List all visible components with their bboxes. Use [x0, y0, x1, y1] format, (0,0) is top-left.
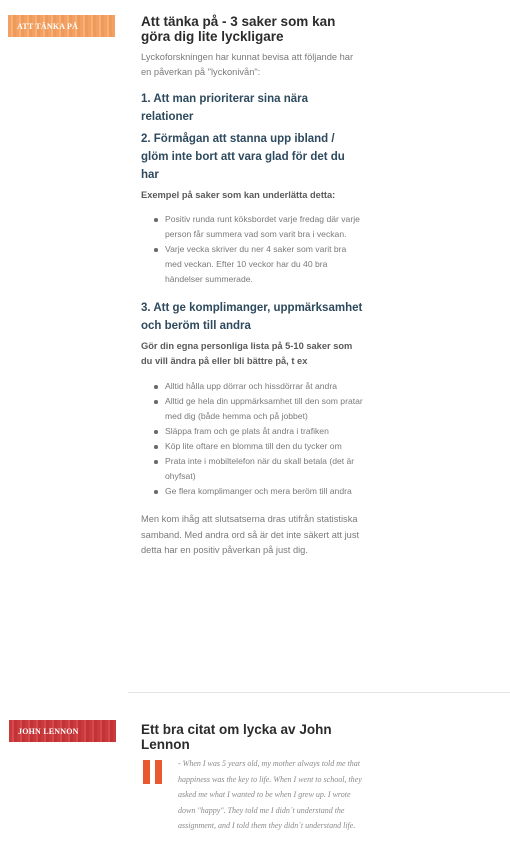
- quote-section-title: Ett bra citat om lycka av John Lennon: [141, 722, 332, 752]
- list-item: Ge flera komplimanger och mera beröm till andra: [165, 484, 363, 499]
- section-divider: [128, 692, 510, 693]
- list-item: Alltid ge hela din uppmärksamhet till den som pratar med dig (både hemma och på jobbet): [165, 394, 363, 424]
- list-item: Alltid hålla upp dörrar och hissdörrar åt andra: [165, 379, 363, 394]
- quote-mark-icon: [143, 760, 165, 784]
- list-item: Prata inte i mobiltelefon när du skall betala (det är ohyfsat): [165, 454, 363, 484]
- examples-lead: Exempel på saker som kan underlätta detta:: [141, 190, 336, 200]
- lennon-quote: - When I was 5 years old, my mother always told me that happiness was the key to life. When I went to school, they asked me what I wanted to be when I grew up. I wrote down "happy". They told me I didn´t understand the assignment, and I told them they didn´t understand life.: [178, 759, 362, 830]
- personal-list: [141, 379, 363, 499]
- point-heading-1: 1. Att man prioriterar sina nära relationer: [141, 93, 309, 123]
- section-tag-att-tanka-pa: ATT TÄNKA PÅ: [8, 15, 115, 37]
- section-tag-john-lennon: JOHN LENNON: [9, 720, 116, 742]
- examples-list: [141, 212, 363, 287]
- list-item: Positiv runda runt köksbordet varje fredag där varje person får summera vad som varit bra i veckan.: [165, 212, 363, 242]
- section-title: Att tänka på - 3 saker som kan göra dig lite lyckligare: [141, 14, 336, 44]
- list-item: Varje vecka skriver du ner 4 saker som varit bra med veckan. Efter 10 veckor har du 40 bra händelser summerade.: [165, 242, 363, 287]
- closing-paragraph: Men kom ihåg att slutsatserna dras utifrån statistiska samband. Med andra ord så är det inte säkert att just detta har en positiv påverkan på just dig.: [141, 514, 360, 555]
- intro-text: Lyckoforskningen har kunnat bevisa att följande har en påverkan på "lyckonivån":: [141, 52, 354, 77]
- list-item: Köp lite oftare en blomma till den du tycker om: [165, 439, 363, 454]
- article-section-tips: [141, 14, 363, 559]
- list-item: Släppa fram och ge plats åt andra i trafiken: [165, 424, 363, 439]
- point-heading-3: 3. Att ge komplimanger, uppmärksamhet och beröm till andra: [141, 302, 363, 332]
- list-lead: Gör din egna personliga lista på 5-10 saker som du vill ändra på eller bli bättre på, t ex: [141, 341, 353, 366]
- point-heading-2: 2. Förmågan att stanna upp ibland / glöm inte bort att vara glad för det du har: [141, 133, 345, 181]
- quote-section: [141, 722, 363, 752]
